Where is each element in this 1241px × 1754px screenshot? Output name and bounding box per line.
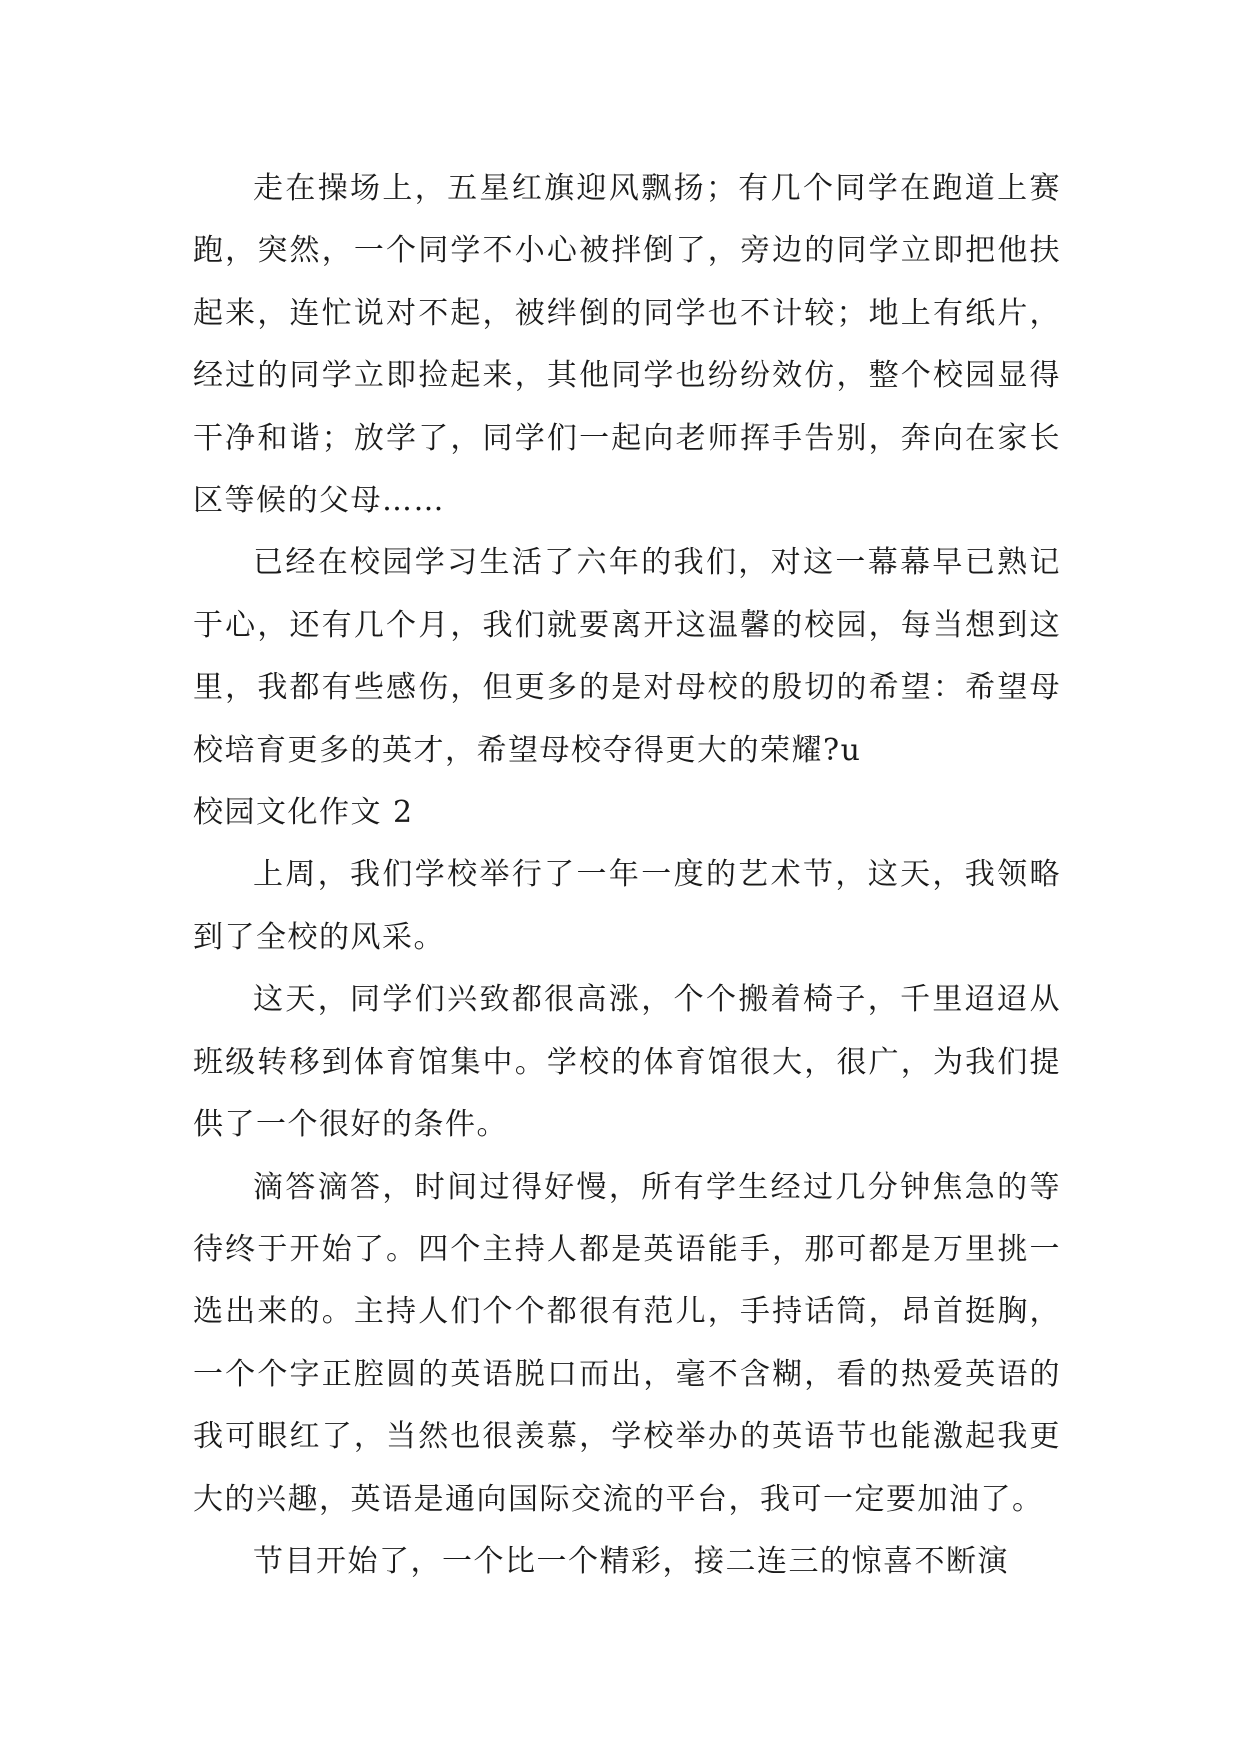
paragraph: 滴答滴答，时间过得好慢，所有学生经过几分钟焦急的等待终于开始了。四个主持人都是英语能手，那可都是万里挑一选出来的。主持人们个个都很有范儿，手持话筒，昂首挺胸，一个个字正腔圆的英语脱口而出，毫不含糊，看的热爱英语的我可眼红了，当然也很羡慕，学校举办的英语节也能激起我更大的兴趣，英语是通向国际交流的平台，我可一定要加油了。	[193, 1169, 1061, 1517]
paragraph: 上周，我们学校举行了一年一度的艺术节，这天，我领略到了全校的风采。	[193, 857, 1061, 955]
paragraph: 已经在校园学习生活了六年的我们，对这一幕幕早已熟记于心，还有几个月，我们就要离开这温馨的校园，每当想到这里，我都有些感伤，但更多的是对母校的殷切的希望：希望母校培育更多的英才，希望母校夺得更大的荣耀?u	[193, 545, 1061, 768]
paragraph: 节目开始了，一个比一个精彩，接二连三的惊喜不断演	[253, 1543, 1009, 1579]
paragraph: 这天，同学们兴致都很高涨，个个搬着椅子，千里迢迢从班级转移到体育馆集中。学校的体育馆很大，很广，为我们提供了一个很好的条件。	[193, 982, 1061, 1143]
section-title: 校园文化作文 2	[193, 795, 414, 831]
paragraph: 走在操场上，五星红旗迎风飘扬；有几个同学在跑道上赛跑，突然，一个同学不小心被拌倒了，旁边的同学立即把他扶起来，连忙说对不起，被绊倒的同学也不计较；地上有纸片，经过的同学立即捡起来，其他同学也纷纷效仿，整个校园显得干净和谐；放学了，同学们一起向老师挥手告别，奔向在家长区等候的父母……	[193, 171, 1061, 519]
document-body	[193, 158, 1061, 1593]
